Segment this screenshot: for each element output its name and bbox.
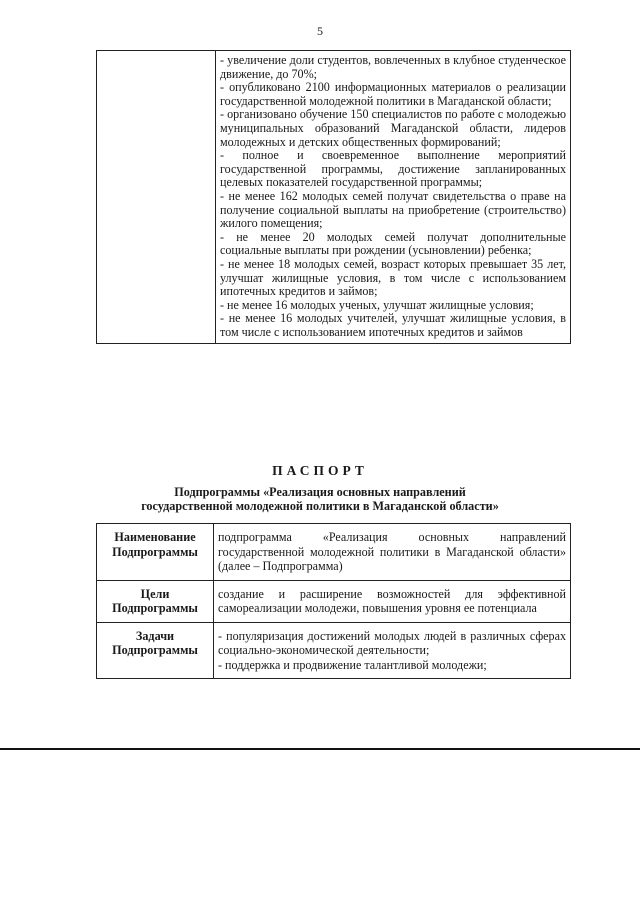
- row-value: [214, 622, 571, 679]
- continued-results-table: [96, 50, 571, 344]
- label-line: Подпрограммы: [112, 643, 198, 657]
- empty-label-cell: [97, 51, 216, 344]
- result-item: - не менее 20 молодых семей получат дополнительные социальные выплаты при рождении (усыновлении) ребенка;: [220, 229, 566, 258]
- passport-row-name: [97, 524, 571, 581]
- page-number: 5: [317, 24, 323, 38]
- result-item: - увеличение доли студентов, вовлеченных в клубное студенческое движение, до 70%;: [220, 53, 566, 81]
- label-line: Задачи: [135, 628, 175, 643]
- row-label: [97, 524, 214, 581]
- passport-title: ПАСПОРТ: [272, 463, 368, 478]
- label-line: Цели: [140, 586, 170, 601]
- row-label: [97, 622, 214, 679]
- row-label: [97, 580, 214, 622]
- value-text: создание и расширение возможностей для эффективной самореализации молодежи, повышения уровня ее потенциала: [218, 586, 566, 615]
- passport-table: [96, 523, 571, 679]
- page-bottom-rule: [0, 748, 640, 750]
- value-text: - популяризация достижений молодых людей в различных сферах социально-экономической деятельности;: [218, 628, 566, 657]
- result-item: - не менее 16 молодых учителей, улучшат жилищные условия, в том числе с использованием ипотечных кредитов и займов: [220, 311, 566, 339]
- label-line: Наименование: [114, 530, 196, 544]
- passport-row-tasks: [97, 622, 571, 679]
- passport-row-goals: [97, 580, 571, 622]
- result-item: - не менее 18 молодых семей, возраст которых превышает 35 лет, улучшат жилищные условия, в том числе с использованием ипотечных кредитов и займов;: [220, 256, 566, 299]
- result-item: - не менее 162 молодых семей получат свидетельства о праве на получение социальной выплаты на приобретение (строительство) жилого помещения;: [220, 188, 566, 231]
- expected-results-cell: [216, 51, 571, 344]
- label-line: Подпрограммы: [112, 601, 198, 615]
- subtitle-line: государственной молодежной политики в Магаданской области»: [141, 499, 499, 513]
- result-item: - опубликовано 2100 информационных материалов о реализации государственной молодежной политики в Магаданской области;: [220, 80, 566, 108]
- row-value: [214, 580, 571, 622]
- value-text: - поддержка и продвижение талантливой молодежи;: [218, 657, 487, 672]
- result-item: - организовано обучение 150 специалистов по работе с молодежью муниципальных образований Магаданской области, лидеров молодежных и детских общественных формирований;: [220, 107, 566, 149]
- subtitle-line: Подпрограммы «Реализация основных направлений: [174, 485, 466, 499]
- result-item: - полное и своевременное выполнение мероприятий государственной программы, достижение запланированных целевых показателей государственной программы;: [220, 148, 566, 190]
- label-line: Подпрограммы: [112, 544, 198, 559]
- row-value: [214, 524, 571, 581]
- result-item: - не менее 16 молодых ученых, улучшат жилищные условия;: [220, 297, 534, 312]
- value-text: подпрограмма «Реализация основных направлений государственной молодежной политики в Магаданской области» (далее – Подпрограмма): [218, 530, 566, 573]
- passport-subtitle: [0, 485, 640, 513]
